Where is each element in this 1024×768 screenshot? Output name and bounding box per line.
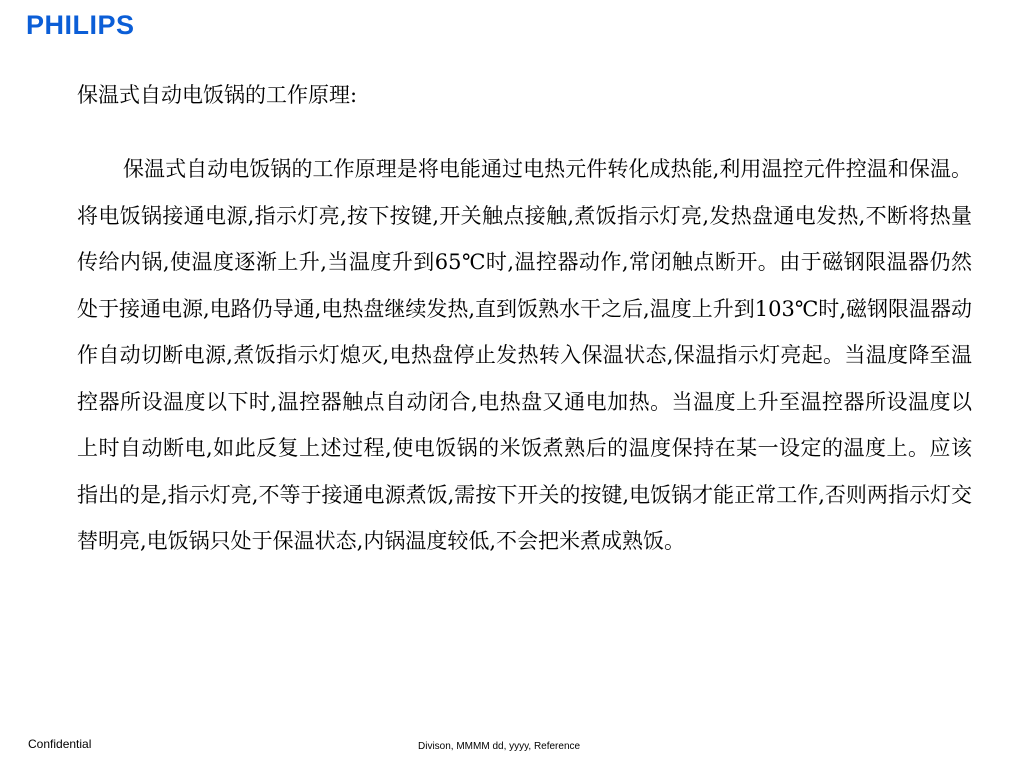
- philips-logo: PHILIPS: [26, 10, 135, 40]
- slide-body-text: 保温式自动电饭锅的工作原理是将电能通过电热元件转化成热能,利用温控元件控温和保温。将电饭锅接通电源,指示灯亮,按下按键,开关触点接触,煮饭指示灯亮,发热盘通电发热,不断将热量传给内锅,使温度逐渐上升,当温度升到65℃时,温控器动作,常闭触点断开。由于磁钢限温器仍然处于接通电源,电路仍导通,电热盘继续发热,直到饭熟水干之后,温度上升到103℃时,磁钢限温器动作自动切断电源,煮饭指示灯熄灭,电热盘停止发热转入保温状态,保温指示灯亮起。当温度降至温控器所设温度以下时,温控器触点自动闭合,电热盘又通电加热。当温度上升至温控器所设温度以上时自动断电,如此反复上述过程,使电饭锅的米饭煮熟后的温度保持在某一设定的温度上。应该指出的是,指示灯亮,不等于接通电源煮饭,需按下开关的按键,电饭锅才能正常工作,否则两指示灯交替明亮,电饭锅只处于保温状态,内锅温度较低,不会把米煮成熟饭。: [77, 157, 972, 553]
- footer-confidential: Confidential: [28, 737, 92, 751]
- footer-reference: Divison, MMMM dd, yyyy, Reference: [418, 741, 581, 752]
- slide-title: 保温式自动电饭锅的工作原理:: [77, 83, 358, 107]
